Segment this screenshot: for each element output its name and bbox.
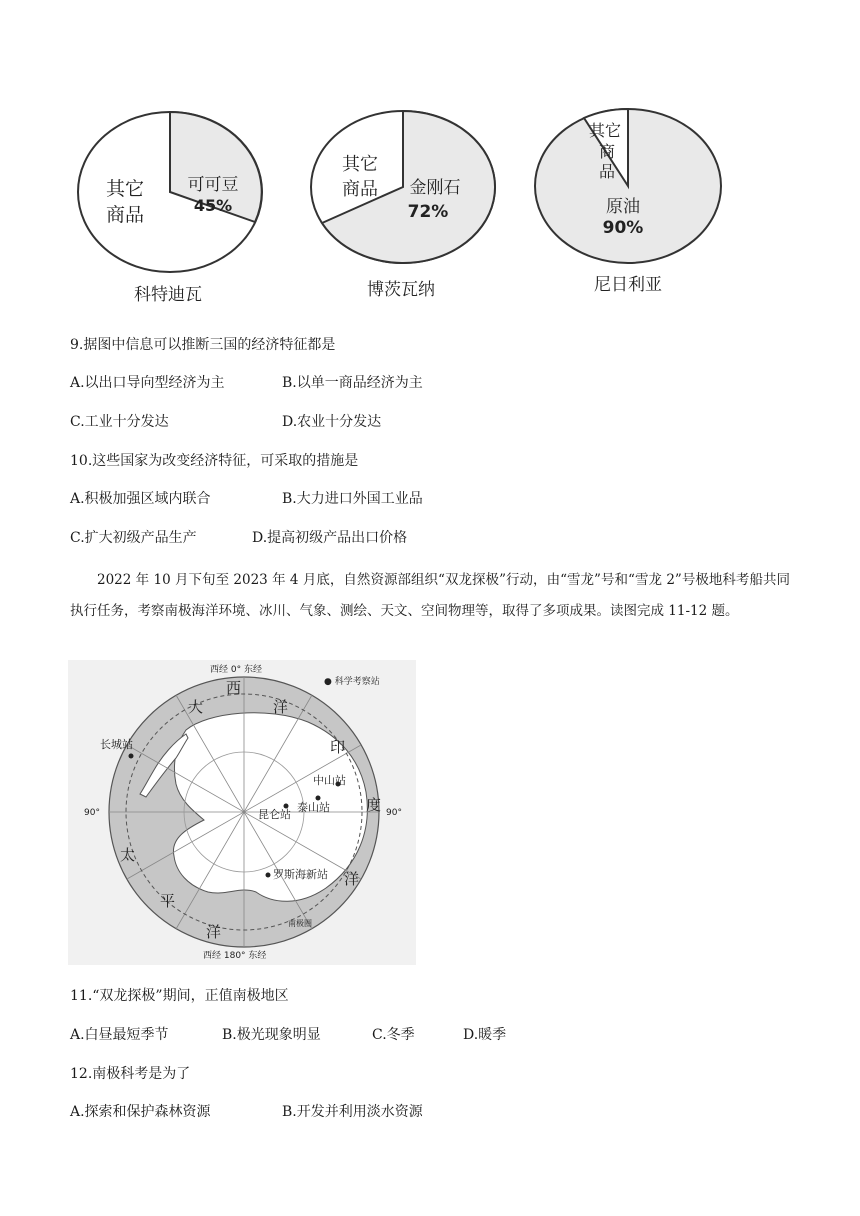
pie-other-char-3: 商 bbox=[598, 142, 616, 161]
ocean-char-yang-atlantic: 洋 bbox=[273, 698, 289, 716]
question-9-option-c[interactable]: C.工业十分发达 bbox=[70, 414, 169, 430]
pie-main-label: 金刚石 bbox=[409, 178, 461, 198]
pie-cote-divoire bbox=[78, 112, 262, 305]
map-left-90-label: 90° bbox=[84, 808, 100, 818]
station-label-taishan: 泰山站 bbox=[297, 801, 330, 814]
pie-main-value: 45% bbox=[193, 196, 233, 215]
question-9-option-b[interactable]: B.以单一商品经济为主 bbox=[282, 375, 423, 391]
ocean-char-xi: 西 bbox=[226, 679, 242, 697]
question-10-option-a[interactable]: A.积极加强区域内联合 bbox=[70, 491, 211, 507]
pie-other-label-1: 其它 bbox=[105, 178, 145, 200]
antarctic-circle-label: 南极圈 bbox=[288, 919, 312, 928]
pie-country-label: 博茨瓦纳 bbox=[367, 280, 435, 300]
pie-other-label-2: 商品 bbox=[342, 179, 378, 200]
antarctica-map bbox=[68, 660, 416, 965]
question-11-option-d[interactable]: D.暖季 bbox=[463, 1027, 507, 1043]
pie-country-label: 科特迪瓦 bbox=[134, 285, 202, 305]
question-12-option-b[interactable]: B.开发并利用淡水资源 bbox=[282, 1104, 423, 1120]
pie-main-label: 可可豆 bbox=[187, 175, 239, 195]
pie-other-label-2: 商品 bbox=[105, 204, 145, 226]
ocean-char-ping: 平 bbox=[160, 892, 176, 910]
ocean-char-du: 度 bbox=[366, 796, 382, 814]
ocean-char-yang-pacific: 洋 bbox=[206, 923, 222, 941]
map-bottom-meridian-label: 西经 180° 东经 bbox=[203, 951, 267, 961]
pie-main-value: 90% bbox=[602, 218, 644, 238]
station-dot-luosihai bbox=[266, 873, 271, 878]
question-12-option-a[interactable]: A.探索和保护森林资源 bbox=[70, 1104, 211, 1120]
question-10-stem: 10.这些国家为改变经济特征，可采取的措施是 bbox=[70, 453, 359, 469]
ocean-char-da: 大 bbox=[188, 698, 204, 716]
pie-charts-figure bbox=[70, 100, 740, 310]
question-10-option-c[interactable]: C.扩大初级产品生产 bbox=[70, 530, 197, 546]
question-10-option-d[interactable]: D.提高初级产品出口价格 bbox=[252, 530, 408, 546]
question-10-option-b[interactable]: B.大力进口外国工业品 bbox=[282, 491, 423, 507]
map-right-90-label: 90° bbox=[386, 808, 402, 818]
station-label-kunlun: 昆仑站 bbox=[258, 808, 291, 821]
pie-country-label: 尼日利亚 bbox=[594, 275, 662, 295]
question-11-stem: 11.“双龙探极”期间，正值南极地区 bbox=[70, 988, 289, 1004]
question-9-option-d[interactable]: D.农业十分发达 bbox=[282, 414, 382, 430]
reading-passage: 2022 年 10 月下旬至 2023 年 4 月底，自然资源部组织“双龙探极”行动，由“雪龙”号和“雪龙 2”号极地科考船共同执行任务，考察南极海洋环境、冰川、气象、测绘、天文、空间物理等，取得了多项成果。读图完成 11-12 题。 bbox=[70, 572, 790, 619]
question-12-stem: 12.南极科考是为了 bbox=[70, 1066, 191, 1082]
pie-main-label: 原油 bbox=[606, 197, 640, 217]
question-9-stem: 9.据图中信息可以推断三国的经济特征都是 bbox=[70, 337, 336, 353]
pie-other-label-1: 其它 bbox=[342, 154, 378, 175]
ocean-char-yin: 印 bbox=[330, 738, 346, 756]
pie-other-char-2: 它 bbox=[604, 121, 622, 140]
station-dot-taishan bbox=[316, 796, 321, 801]
station-dot-changcheng bbox=[129, 754, 134, 759]
pie-botswana bbox=[311, 111, 495, 300]
question-11-option-b[interactable]: B.极光现象明显 bbox=[222, 1027, 321, 1043]
pie-other-char-4: 品 bbox=[598, 162, 616, 181]
map-top-meridian-label: 西经 0° 东经 bbox=[210, 665, 262, 675]
question-9-option-a[interactable]: A.以出口导向型经济为主 bbox=[70, 375, 225, 391]
station-label-luosihai: 罗斯海新站 bbox=[273, 868, 328, 881]
map-legend-station: ● 科学考察站 bbox=[324, 677, 380, 687]
pie-other-char-1: 其 bbox=[588, 121, 606, 140]
question-11-option-a[interactable]: A.白昼最短季节 bbox=[70, 1027, 169, 1043]
ocean-char-tai: 太 bbox=[120, 846, 136, 864]
station-label-changcheng: 长城站 bbox=[100, 738, 133, 751]
antarctica-map-svg bbox=[68, 660, 416, 965]
station-label-zhongshan: 中山站 bbox=[313, 774, 346, 787]
pie-main-value: 72% bbox=[407, 202, 449, 222]
question-11-option-c[interactable]: C.冬季 bbox=[372, 1027, 415, 1043]
pie-nigeria bbox=[535, 109, 721, 295]
pie-charts-svg bbox=[70, 100, 740, 310]
ocean-char-yang-indian: 洋 bbox=[344, 870, 360, 888]
